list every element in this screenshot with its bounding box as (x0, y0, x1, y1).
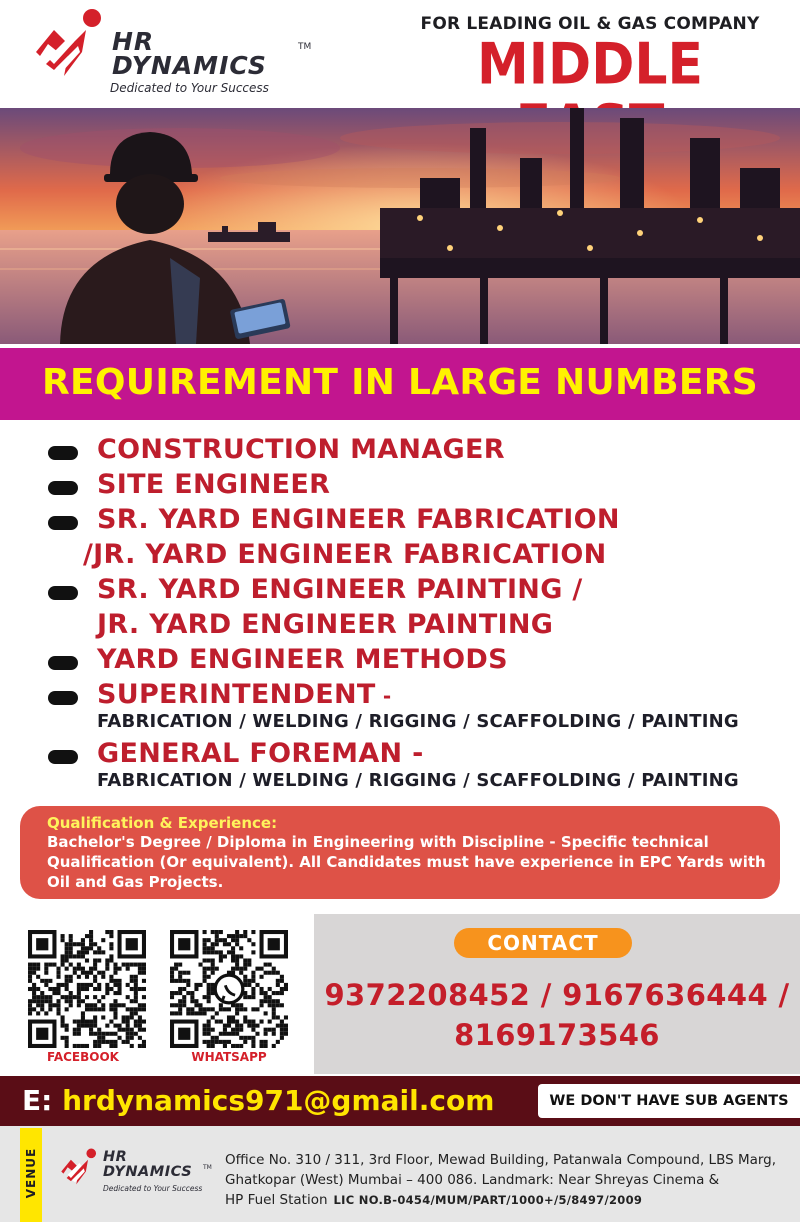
bullet-icon (48, 656, 78, 670)
contact-phone[interactable]: 8169173546 (454, 1018, 660, 1052)
job-title (97, 679, 391, 710)
job-disciplines: FABRICATION / WELDING / RIGGING / SCAFFOLDING / PAINTING (97, 711, 739, 732)
facebook-label: FACEBOOK (47, 1050, 119, 1064)
job-title: SITE ENGINEER (97, 469, 331, 500)
bullet-icon (48, 586, 78, 600)
bullet-icon (48, 516, 78, 530)
office-address (225, 1150, 791, 1210)
offshore-rig-sunset-illustration (0, 108, 800, 344)
address-line: HP Fuel Station LIC NO.B-0454/MUM/PART/1000+/5/8497/2009 (225, 1192, 643, 1208)
address-line: Ghatkopar (West) Mumbai – 400 086. Landmark: Near Shreyas Cinema & (225, 1172, 720, 1188)
email-address-link[interactable]: hrdynamics971@gmail.com (62, 1084, 495, 1117)
email-prefix: E: (22, 1084, 63, 1117)
job-title-continued: /JR. YARD ENGINEER FABRICATION (83, 539, 607, 570)
contact-phones[interactable]: 9372208452 / 9167636444 / (324, 978, 790, 1012)
job-title-text: SUPERINTENDENT (97, 679, 376, 710)
job-title: GENERAL FOREMAN - (97, 738, 424, 769)
contact-panel (314, 914, 800, 1074)
brand-tagline: Dedicated to Your Success (110, 81, 269, 95)
bullet-icon (48, 481, 78, 495)
bullet-icon (48, 750, 78, 764)
venue-label: VENUE (24, 1147, 38, 1199)
job-title: CONSTRUCTION MANAGER (97, 434, 505, 465)
header-subtitle: FOR LEADING OIL & GAS COMPANY (420, 14, 760, 34)
header (0, 0, 800, 108)
job-title: YARD ENGINEER METHODS (97, 644, 508, 675)
brand-name: HR DYNAMICS (112, 27, 267, 80)
no-sub-agents-notice: WE DON'T HAVE SUB AGENTS (538, 1084, 800, 1118)
footer-brand-logo (60, 1148, 220, 1208)
hero-image (0, 108, 800, 344)
banner-text: REQUIREMENT IN LARGE NUMBERS (41, 362, 758, 403)
qualification-box (20, 806, 780, 899)
footer-brand-name: HR DYNAMICS (103, 1149, 193, 1180)
trademark: TM (298, 42, 312, 52)
venue-tag (20, 1128, 42, 1222)
job-title-continued: JR. YARD ENGINEER PAINTING (97, 609, 554, 640)
job-title: SR. YARD ENGINEER FABRICATION (97, 504, 620, 535)
header-title: MIDDLE (476, 31, 704, 98)
hr-dynamics-logo-icon (60, 1148, 100, 1194)
license-number: LIC NO.B-0454/MUM/PART/1000+/5/8497/2009 (333, 1193, 643, 1207)
brand-logo (34, 8, 324, 100)
requirement-banner (0, 348, 800, 420)
qualification-body: Bachelor's Degree / Diploma in Engineering with Discipline - Specific technical Qualification (Or equivalent). All Candidates must have experience in EPC Yards with Oil and Gas Projects. (47, 833, 766, 891)
hr-dynamics-logo-icon (34, 8, 108, 94)
address-line: Office No. 310 / 311, 3rd Floor, Mewad Building, Patanwala Compound, LBS Marg, (225, 1152, 777, 1168)
bullet-icon (48, 691, 78, 705)
contact-label: CONTACT (454, 928, 632, 958)
qualification-title: Qualification & Experience: (47, 814, 278, 832)
facebook-qr-code-icon[interactable] (28, 930, 146, 1048)
job-disciplines: FABRICATION / WELDING / RIGGING / SCAFFOLDING / PAINTING (97, 770, 739, 791)
whatsapp-icon (215, 975, 243, 1003)
email-line (22, 1084, 494, 1117)
whatsapp-qr-code-icon[interactable] (170, 930, 288, 1048)
job-title-dash: - (375, 684, 392, 708)
qr-code-area (0, 914, 314, 1074)
whatsapp-label: WHATSAPP (191, 1050, 267, 1064)
bullet-icon (48, 446, 78, 460)
email-bar (0, 1076, 800, 1126)
footer-brand-tagline: Dedicated to Your Success (103, 1184, 203, 1193)
job-title: SR. YARD ENGINEER PAINTING / (97, 574, 583, 605)
footer (0, 1126, 800, 1222)
footer-trademark: TM (203, 1164, 212, 1171)
